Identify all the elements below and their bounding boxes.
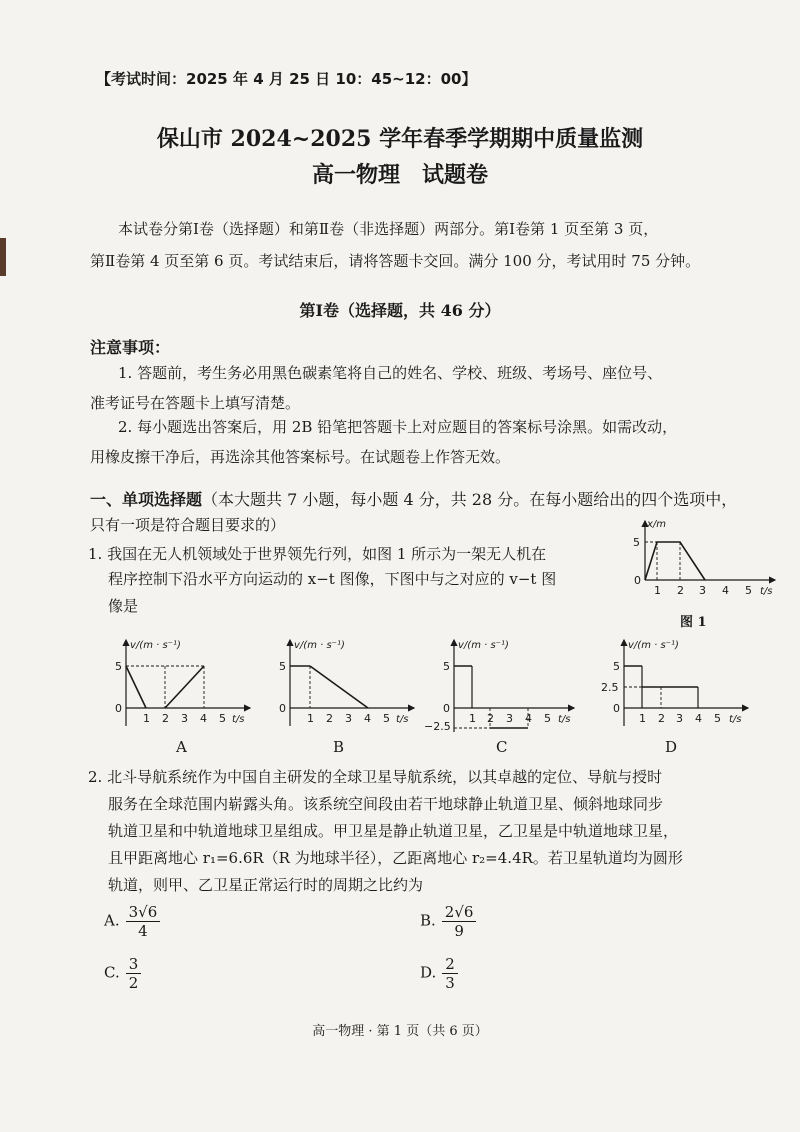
note-2-line-1: 2. 每小题选出答案后，用 2B 铅笔把答题卡上对应题目的答案标号涂黑。如需改动， [118, 418, 678, 436]
q2-option-d-numerator: 2 [442, 955, 458, 974]
opt-c-tick-2: 2 [487, 712, 494, 725]
option-c-vt-graph [422, 636, 582, 736]
q1-option-c-label[interactable]: C [496, 738, 508, 756]
option-b-vt-graph [272, 636, 422, 736]
opt-a-tick-4: 4 [200, 712, 207, 725]
opt-a-origin: 0 [115, 702, 122, 715]
opt-c-y-axis-label: v/(m · s⁻¹) [458, 640, 509, 651]
q2-line-1: 2. 北斗导航系统作为中国自主研发的全球卫星导航系统，以其卓越的定位、导航与授时 [88, 768, 663, 786]
q2-option-d[interactable] [420, 955, 458, 992]
fig1-y-tick-5: 5 [633, 536, 640, 549]
q2-line-2: 服务在全球范围内崭露头角。该系统空间段由若干地球静止轨道卫星、倾斜地球同步 [108, 795, 664, 813]
opt-b-tick-2: 2 [326, 712, 333, 725]
binding-mark [0, 238, 6, 276]
part1-heading-title: 一、单项选择题 [90, 490, 203, 509]
option-d-vt-graph [598, 636, 758, 736]
q2-option-d-label: D. [420, 963, 437, 982]
option-a-vt-graph [108, 636, 258, 736]
opt-a-tick-2: 2 [162, 712, 169, 725]
fig1-tick-2: 2 [677, 584, 684, 597]
q2-option-b-denominator: 9 [454, 922, 464, 940]
note-2-line-2: 用橡皮擦干净后，再选涂其他答案标号。在试题卷上作答无效。 [90, 448, 511, 466]
q2-option-a-numerator: 3√6 [126, 903, 161, 922]
fig1-origin: 0 [634, 574, 641, 587]
opt-b-tick-1: 1 [307, 712, 314, 725]
opt-b-x-axis-label: t/s [396, 714, 409, 725]
q2-option-c-numerator: 3 [126, 955, 142, 974]
opt-a-tick-5: 5 [219, 712, 226, 725]
opt-d-tick-5: 5 [714, 712, 721, 725]
opt-d-x-axis-label: t/s [729, 714, 742, 725]
opt-d-y-axis-label: v/(m · s⁻¹) [628, 640, 679, 651]
fig1-x-axis-label: t/s [760, 586, 773, 597]
fig1-tick-4: 4 [722, 584, 729, 597]
opt-c-tick-4: 4 [525, 712, 532, 725]
opt-b-tick-3: 3 [345, 712, 352, 725]
opt-a-y-axis-label: v/(m · s⁻¹) [130, 640, 181, 651]
figure-1-caption: 图 1 [680, 615, 707, 630]
q2-line-3: 轨道卫星和中轨道地球卫星组成。甲卫星是静止轨道卫星，乙卫星是中轨道地球卫星， [108, 822, 679, 840]
exam-time: 【考试时间：2025 年 4 月 25 日 10：45~12：00】 [96, 70, 477, 88]
q2-option-c-denominator: 2 [128, 974, 139, 992]
page-footer: 高一物理 · 第 1 页（共 6 页） [312, 1024, 488, 1039]
opt-c-origin: 0 [443, 702, 450, 715]
q2-option-a[interactable] [104, 903, 160, 940]
opt-b-y-tick-5: 5 [279, 660, 286, 673]
q2-option-d-fraction [442, 955, 458, 992]
opt-d-y-tick-25: 2.5 [601, 681, 619, 694]
opt-a-tick-1: 1 [143, 712, 150, 725]
q2-option-c-label: C. [104, 963, 120, 982]
note-1-line-1: 1. 答题前，考生务必用黑色碳素笔将自己的姓名、学校、班级、考场号、座位号、 [118, 364, 663, 382]
opt-d-tick-4: 4 [695, 712, 702, 725]
section-title: 第Ⅰ卷（选择题，共 46 分） [299, 301, 501, 320]
part1-heading-line-2: 只有一项是符合题目要求的） [90, 516, 286, 534]
opt-c-y-tick-neg: −2.5 [424, 720, 451, 733]
opt-c-x-axis-label: t/s [558, 714, 571, 725]
intro-line-1: 本试卷分第Ⅰ卷（选择题）和第Ⅱ卷（非选择题）两部分。第Ⅰ卷第 1 页至第 3 页， [118, 220, 659, 238]
q1-option-b-label[interactable]: B [333, 738, 345, 756]
fig1-tick-5: 5 [745, 584, 752, 597]
exam-title: 保山市 2024~2025 学年春季学期期中质量监测 [156, 126, 644, 152]
exam-subtitle: 高一物理 试题卷 [311, 162, 488, 188]
q2-option-c[interactable] [104, 955, 141, 992]
opt-b-tick-5: 5 [383, 712, 390, 725]
q2-line-5: 轨道，则甲、乙卫星正常运行时的周期之比约为 [108, 876, 424, 894]
fig1-tick-1: 1 [654, 584, 661, 597]
fig1-tick-3: 3 [699, 584, 706, 597]
part1-heading [90, 487, 737, 510]
opt-b-y-axis-label: v/(m · s⁻¹) [294, 640, 345, 651]
opt-b-tick-4: 4 [364, 712, 371, 725]
q2-option-d-denominator: 3 [445, 974, 455, 992]
opt-d-tick-2: 2 [658, 712, 665, 725]
q2-option-c-fraction [126, 955, 142, 992]
q2-option-a-fraction [126, 903, 161, 940]
q1-line-2: 程序控制下沿水平方向运动的 x−t 图像，下图中与之对应的 v−t 图 [108, 570, 557, 588]
q2-option-b[interactable] [420, 903, 476, 940]
opt-a-x-axis-label: t/s [232, 714, 245, 725]
intro-line-2: 第Ⅱ卷第 4 页至第 6 页。考试结束后，请将答题卡交回。满分 100 分，考试用时 75 分钟。 [90, 252, 701, 270]
opt-d-tick-3: 3 [676, 712, 683, 725]
fig1-y-axis-label: x/m [647, 519, 667, 530]
q1-option-d-label[interactable]: D [665, 738, 678, 756]
q1-option-a-label[interactable]: A [176, 738, 187, 756]
q2-option-b-fraction [442, 903, 477, 940]
q2-option-a-label: A. [104, 911, 120, 930]
part1-heading-rest: （本大题共 7 小题，每小题 4 分，共 28 分。在每小题给出的四个选项中， [202, 490, 738, 509]
opt-a-y-tick-5: 5 [115, 660, 122, 673]
opt-d-origin: 0 [613, 702, 620, 715]
opt-a-tick-3: 3 [181, 712, 188, 725]
q2-option-a-denominator: 4 [138, 922, 148, 940]
notes-title: 注意事项： [90, 338, 171, 357]
figure-1-xt-graph [625, 515, 785, 610]
opt-d-tick-1: 1 [639, 712, 646, 725]
opt-c-y-tick-5: 5 [443, 660, 450, 673]
q1-line-3: 像是 [108, 597, 139, 615]
q1-line-1: 1. 我国在无人机领域处于世界领先行列，如图 1 所示为一架无人机在 [88, 545, 547, 563]
opt-b-origin: 0 [279, 702, 286, 715]
q2-option-b-numerator: 2√6 [442, 903, 477, 922]
opt-d-y-tick-5: 5 [613, 660, 620, 673]
opt-c-tick-1: 1 [469, 712, 476, 725]
opt-c-tick-3: 3 [506, 712, 513, 725]
q2-option-b-label: B. [420, 911, 436, 930]
note-1-line-2: 准考证号在答题卡上填写清楚。 [90, 394, 301, 412]
opt-c-tick-5: 5 [544, 712, 551, 725]
q2-line-4: 且甲距离地心 r₁=6.6R（R 为地球半径），乙距离地心 r₂=4.4R。若卫星轨道均为圆形 [108, 849, 683, 867]
